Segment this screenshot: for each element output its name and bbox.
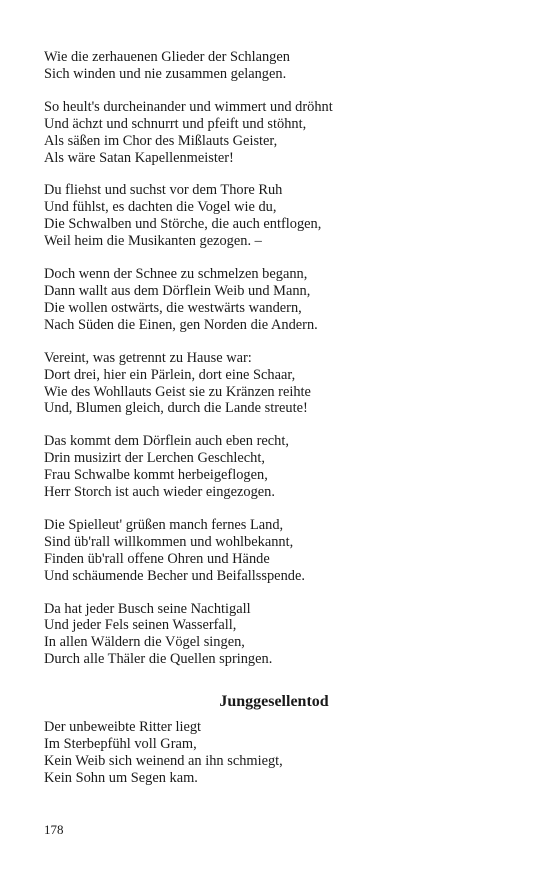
stanza	[44, 99, 514, 167]
verse-line: Drin musizirt der Lerchen Geschlecht,	[44, 450, 265, 467]
verse-line: Du fliehst und suchst vor dem Thore Ruh	[44, 182, 283, 199]
verse-line: Durch alle Thäler die Quellen springen.	[44, 651, 273, 668]
stanza	[44, 601, 514, 669]
book-page	[44, 49, 514, 803]
verse-line: Doch wenn der Schnee zu schmelzen begann,	[44, 266, 308, 283]
verse-line: Und ächzt und schnurrt und pfeift und stöhnt,	[44, 115, 307, 132]
verse-line: Und fühlst, es dachten die Vogel wie du,	[44, 199, 277, 216]
stanza	[44, 182, 514, 250]
stanza	[44, 433, 514, 501]
verse-line: Wie des Wohllauts Geist sie zu Kränzen reihte	[44, 383, 311, 400]
stanza	[44, 350, 514, 418]
stanza	[44, 49, 514, 83]
verse-line: In allen Wäldern die Vögel singen,	[44, 634, 245, 651]
verse-line: Nach Süden die Einen, gen Norden die Andern.	[44, 316, 318, 333]
poem-title: Junggesellentod	[219, 693, 329, 711]
stanza	[44, 266, 514, 334]
verse-line: Sich winden und nie zusammen gelangen.	[44, 65, 287, 82]
verse-line: Herr Storch ist auch wieder eingezogen.	[44, 484, 275, 501]
verse-line: Dann wallt aus dem Dörflein Weib und Mann,	[44, 282, 311, 299]
verse-line: Vereint, was getrennt zu Hause war:	[44, 349, 252, 366]
verse-line: Sind üb'rall willkommen und wohlbekannt,	[44, 533, 294, 550]
page-number: 178	[44, 822, 64, 837]
verse-line: Und schäumende Becher und Beifallsspende.	[44, 567, 305, 584]
verse-line: Die wollen ostwärts, die westwärts wandern,	[44, 299, 302, 316]
verse-line: Finden üb'rall offene Ohren und Hände	[44, 550, 270, 567]
verse-line: Kein Weib sich weinend an ihn schmiegt,	[44, 753, 283, 769]
verse-line: Wie die zerhauenen Glieder der Schlangen	[44, 49, 290, 65]
stanza	[44, 719, 514, 787]
verse-line: Als wäre Satan Kapellenmeister!	[44, 149, 234, 166]
poem-junggesellentod	[44, 719, 514, 787]
verse-line: So heult's durcheinander und wimmert und dröhnt	[44, 98, 333, 115]
verse-line: Kein Sohn um Segen kam.	[44, 769, 198, 786]
stanza	[44, 517, 514, 585]
verse-line: Die Spielleut' grüßen manch fernes Land,	[44, 516, 284, 533]
verse-line: Das kommt dem Dörflein auch eben recht,	[44, 433, 289, 450]
poem-continued	[44, 49, 514, 668]
verse-line: Der unbeweibte Ritter liegt	[44, 719, 202, 736]
verse-line: Die Schwalben und Störche, die auch entflogen,	[44, 216, 322, 233]
verse-line: Und jeder Fels seinen Wasserfall,	[44, 617, 237, 634]
verse-line: Als säßen im Chor des Mißlauts Geister,	[44, 132, 278, 149]
verse-line: Und, Blumen gleich, durch die Lande streute!	[44, 400, 308, 417]
verse-line: Frau Schwalbe kommt herbeigeflogen,	[44, 467, 268, 484]
verse-line: Da hat jeder Busch seine Nachtigall	[44, 600, 251, 617]
verse-line: Dort drei, hier ein Pärlein, dort eine Schaar,	[44, 366, 296, 383]
verse-line: Weil heim die Musikanten gezogen. –	[44, 233, 262, 250]
verse-line: Im Sterbepfühl voll Gram,	[44, 736, 197, 753]
